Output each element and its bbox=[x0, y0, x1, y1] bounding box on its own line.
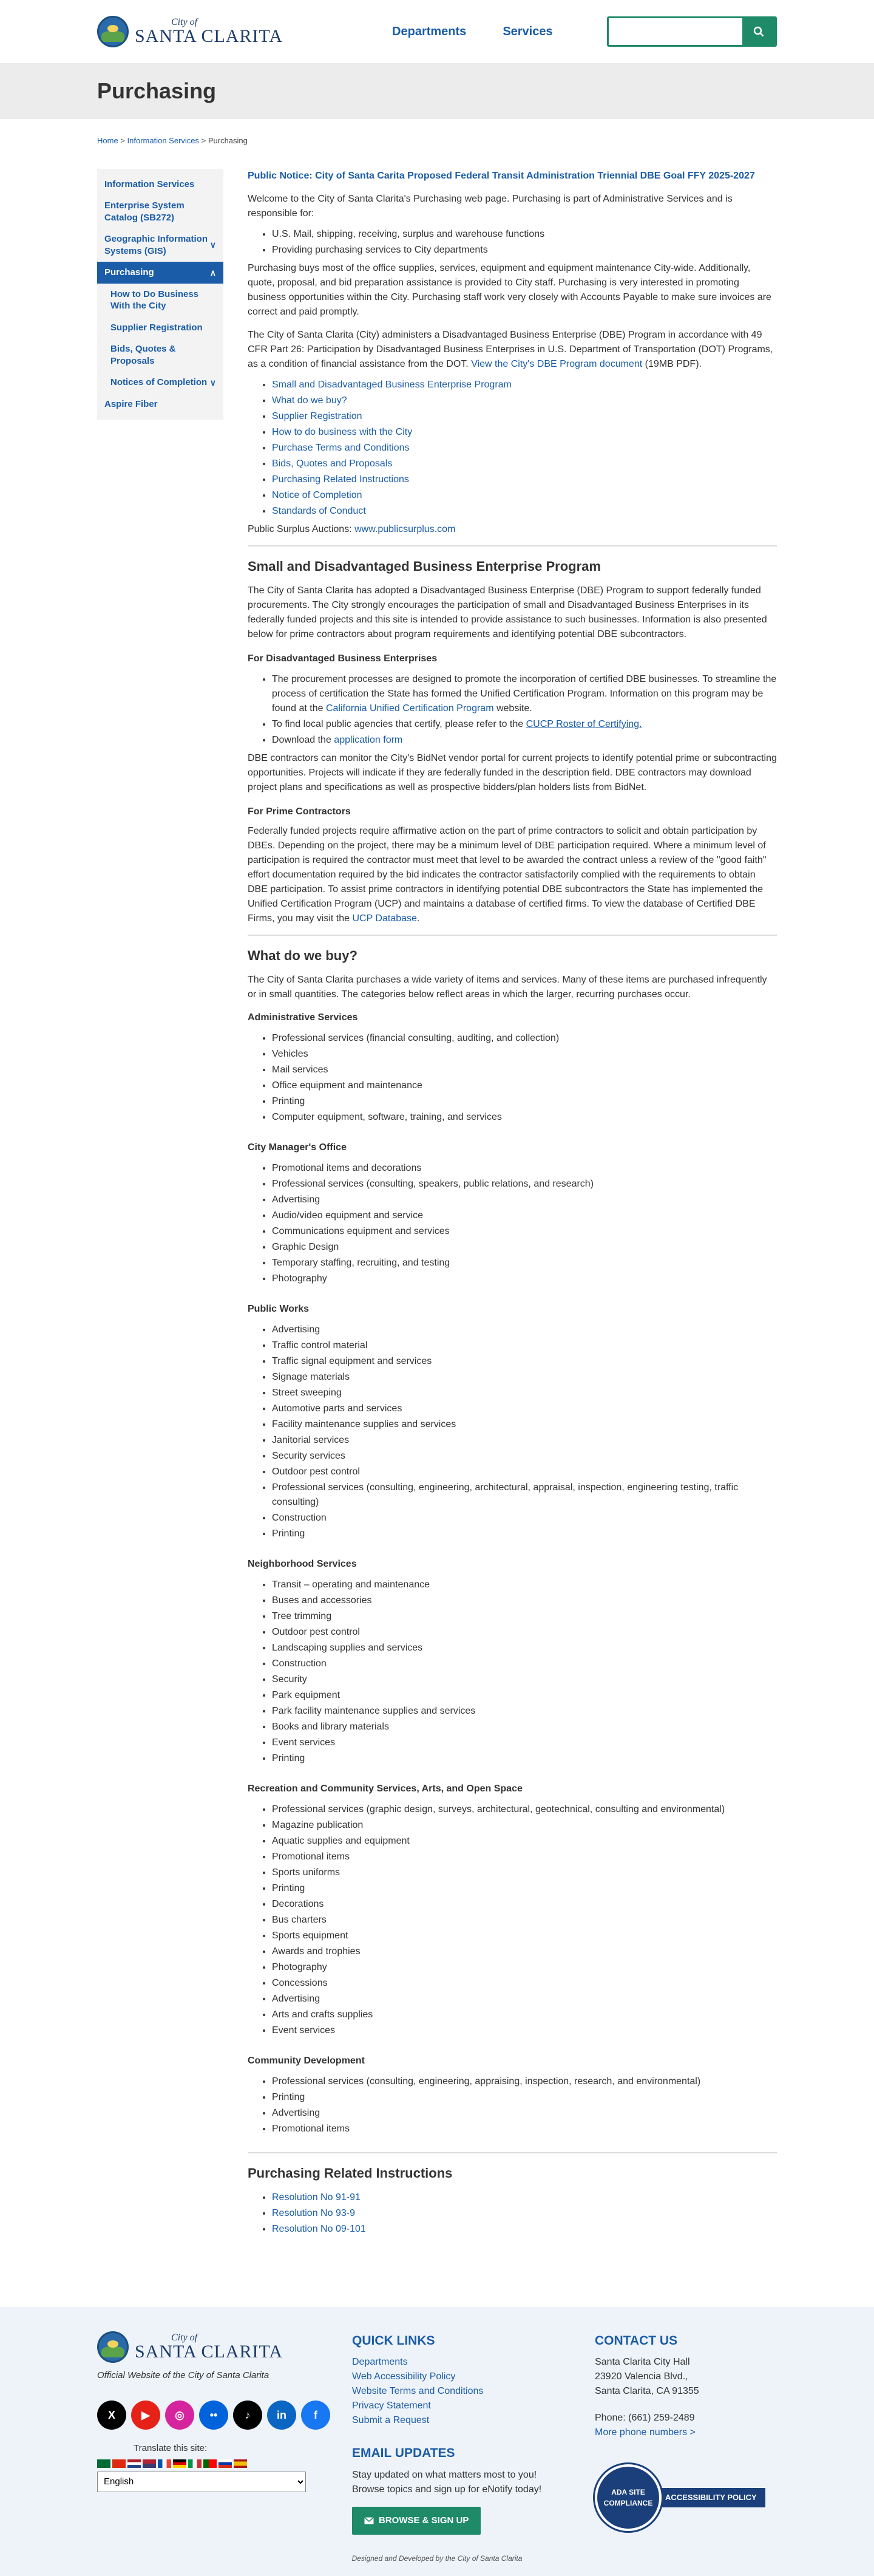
sidebar-item-bids[interactable] bbox=[97, 338, 223, 372]
list-item: • Event services bbox=[272, 2023, 777, 2038]
list-item: • Office equipment and maintenance bbox=[272, 1078, 777, 1093]
sidebar-item-gis[interactable] bbox=[97, 228, 223, 262]
list-item: • Graphic Design bbox=[272, 1240, 777, 1255]
footer-link-submit-request[interactable]: Submit a Request bbox=[352, 2413, 595, 2428]
list-item: • Vehicles bbox=[272, 1047, 777, 1061]
sidebar-item-label: Supplier Registration bbox=[110, 322, 203, 334]
buy-category-list bbox=[272, 1323, 777, 1541]
list-item: • Printing bbox=[272, 1094, 777, 1109]
social-links bbox=[97, 2401, 352, 2430]
city-logo[interactable] bbox=[97, 16, 283, 47]
city-seal-icon bbox=[97, 16, 129, 47]
list-item: • Promotional items and decorations bbox=[272, 1161, 777, 1176]
list-item: • Signage materials bbox=[272, 1370, 777, 1385]
list-item: • Aquatic supplies and equipment bbox=[272, 1834, 777, 1849]
list-item: • Professional services (consulting, speakers, public relations, and research) bbox=[272, 1177, 777, 1191]
footer-credit: Designed and Developed by the City of Santa Clarita bbox=[97, 2553, 777, 2564]
x-icon[interactable]: X bbox=[97, 2401, 126, 2430]
spanish-flag-icon[interactable] bbox=[234, 2459, 247, 2468]
link-do-business[interactable]: How to do business with the City bbox=[272, 427, 412, 437]
dbe-intro-text: The City of Santa Clarita (City) administers a Disadvantaged Business Enterprise (DBE) Program in accordance with 49 CFR Part 26: Participation by Disadvantaged Business Enterprises in U.S. Department of Transportation (DOT) Programs, as a condition of financial assistance from the DOT. bbox=[248, 330, 773, 369]
list-item: • Promotional items bbox=[272, 1850, 777, 1864]
list-item: • Security services bbox=[272, 1449, 777, 1463]
email-updates-text: Stay updated on what matters most to you! Browse topics and sign up for eNotify today! bbox=[352, 2468, 546, 2497]
breadcrumb-home[interactable]: Home bbox=[97, 136, 118, 145]
buy-category-title: Neighborhood Services bbox=[248, 1557, 777, 1572]
sidebar-item-purchasing[interactable] bbox=[97, 262, 223, 284]
buy-category-title: City Manager's Office bbox=[248, 1140, 777, 1155]
related-heading: Purchasing Related Instructions bbox=[248, 2163, 777, 2183]
dbe-bullet-suffix: website. bbox=[494, 703, 532, 714]
main-nav bbox=[392, 22, 553, 41]
chinese-flag-icon[interactable] bbox=[112, 2459, 126, 2468]
german-flag-icon[interactable] bbox=[173, 2459, 186, 2468]
list-item: • Photography bbox=[272, 1960, 777, 1975]
list-item: • Advertising bbox=[272, 1193, 777, 1207]
list-item: • Facility maintenance supplies and services bbox=[272, 1417, 777, 1432]
resolution-link[interactable]: Resolution No 93-9 bbox=[272, 2208, 355, 2218]
buy-category bbox=[248, 1557, 777, 1766]
address-line: Santa Clarita City Hall bbox=[595, 2355, 777, 2370]
buy-category bbox=[248, 1140, 777, 1286]
page-links-list bbox=[272, 378, 777, 519]
chevron-up-icon[interactable]: ∧ bbox=[210, 267, 216, 278]
link-standards-conduct[interactable]: Standards of Conduct bbox=[272, 506, 366, 516]
buy-category bbox=[248, 1010, 777, 1125]
footer-contact-column bbox=[595, 2331, 777, 2535]
dbe-intro-paragraph bbox=[248, 328, 777, 372]
buy-category-title: Community Development bbox=[248, 2054, 777, 2068]
sidebar-item-label: Geographic Information Systems (GIS) bbox=[104, 233, 210, 257]
list-item: • Landscaping supplies and services bbox=[272, 1641, 777, 1655]
dbe-subheading: For Disadvantaged Business Enterprises bbox=[248, 652, 777, 666]
list-item bbox=[272, 488, 777, 503]
list-item: • Communications equipment and services bbox=[272, 1224, 777, 1239]
list-item: • Transit – operating and maintenance bbox=[272, 1578, 777, 1592]
resolution-link[interactable]: Resolution No 91-91 bbox=[272, 2192, 361, 2203]
english-flag-icon[interactable] bbox=[143, 2459, 156, 2468]
logo-city-of: City of bbox=[135, 2333, 283, 2343]
nav-departments[interactable]: Departments bbox=[392, 22, 466, 41]
address-line: 23920 Valencia Blvd., bbox=[595, 2370, 777, 2384]
facebook-icon[interactable]: f bbox=[301, 2401, 330, 2430]
buy-category bbox=[248, 1782, 777, 2038]
french-flag-icon[interactable] bbox=[158, 2459, 171, 2468]
link-supplier-registration[interactable]: Supplier Registration bbox=[272, 411, 362, 421]
logo-text bbox=[135, 18, 283, 46]
search-input[interactable] bbox=[609, 18, 742, 45]
resolution-link[interactable]: Resolution No 09-101 bbox=[272, 2224, 366, 2234]
italian-flag-icon[interactable] bbox=[188, 2459, 202, 2468]
instagram-icon[interactable]: ◎ bbox=[165, 2401, 194, 2430]
portuguese-flag-icon[interactable] bbox=[203, 2459, 217, 2468]
purchasing-paragraph: Purchasing buys most of the office supplies, services, equipment and equipment maintenance City-wide. Additionally, quote, proposal, and bid preparation assistance is provided to City staff. Purchasing is very interested in promoting business opportunities within the City. Purchasing staff work very closely with Accounts Payable to make sure invoices are correct and paid promptly. bbox=[248, 261, 777, 319]
list-item: • Temporary staffing, recruiting, and testing bbox=[272, 1256, 777, 1270]
link-what-we-buy[interactable]: What do we buy? bbox=[272, 395, 347, 406]
chevron-down-icon[interactable]: ∨ bbox=[210, 377, 216, 388]
breadcrumb bbox=[97, 119, 777, 157]
sidebar-item-information-services[interactable] bbox=[97, 174, 223, 196]
list-item bbox=[272, 425, 777, 440]
divider bbox=[248, 545, 777, 547]
footer-tagline: Official Website of the City of Santa Clarita bbox=[97, 2369, 352, 2383]
list-item: • Promotional items bbox=[272, 2122, 777, 2136]
translate-label: Translate this site: bbox=[97, 2442, 352, 2456]
dbe-bullet-text: To find local public agencies that certify, please refer to the bbox=[272, 719, 526, 729]
public-surplus-link[interactable]: www.publicsurplus.com bbox=[354, 524, 455, 534]
list-item: • Janitorial services bbox=[272, 1433, 777, 1448]
buy-category-list bbox=[272, 1802, 777, 2038]
sidebar-item-label: Information Services bbox=[104, 179, 194, 191]
list-item: • Photography bbox=[272, 1272, 777, 1286]
accessibility-policy-label: ACCESSIBILITY POLICY bbox=[653, 2488, 765, 2507]
buy-category-title: Public Works bbox=[248, 1302, 777, 1317]
russian-flag-icon[interactable] bbox=[218, 2459, 232, 2468]
sidebar-item-label: Enterprise System Catalog (SB272) bbox=[104, 200, 216, 223]
list-item: • Providing purchasing services to City departments bbox=[272, 243, 777, 257]
list-item: • Park equipment bbox=[272, 1688, 777, 1703]
buy-category-list bbox=[272, 1161, 777, 1286]
sidebar-item-label: How to Do Business With the City bbox=[110, 288, 216, 312]
buy-category bbox=[248, 1302, 777, 1541]
prime-suffix: . bbox=[417, 913, 419, 924]
list-item: • Advertising bbox=[272, 1992, 777, 2006]
list-item: • Arts and crafts supplies bbox=[272, 2008, 777, 2022]
logo-city-of: City of bbox=[135, 18, 283, 27]
footer-link-departments[interactable]: Departments bbox=[352, 2355, 595, 2370]
arabic-flag-icon[interactable] bbox=[97, 2459, 110, 2468]
sidebar-item-label: Purchasing bbox=[104, 267, 154, 279]
dbe-bullet-text: The procurement processes are designed to promote the incorporation of certified DBE businesses. To streamline the process of certification the State has formed the Unified Certification Program. Information on this program may be found at the bbox=[272, 674, 776, 714]
link-bids[interactable]: Bids, Quotes and Proposals bbox=[272, 458, 392, 469]
site-footer bbox=[0, 2307, 874, 2576]
list-item: • Sports equipment bbox=[272, 1929, 777, 1943]
search-icon bbox=[753, 26, 764, 37]
dbe-paragraph: The City of Santa Clarita has adopted a Disadvantaged Business Enterprise (DBE) Program to support federally funded procurements. The City strongly encourages the participation of small and Disadvantaged Business Enterprises in its federally funded projects and this site is intended to provide assistance to such businesses. Information is also presented below for prime contractors about program requirements and identifying potential DBE subcontractors. bbox=[248, 584, 777, 642]
list-item: • Professional services (consulting, engineering, architectural, appraisal, inspection, engineering testing, traffic consulting) bbox=[272, 1481, 777, 1510]
footer-link-accessibility[interactable]: Web Accessibility Policy bbox=[352, 2370, 595, 2384]
breadcrumb-separator: > bbox=[118, 136, 127, 145]
list-item: • Printing bbox=[272, 1751, 777, 1766]
list-item: • U.S. Mail, shipping, receiving, surplus and warehouse functions bbox=[272, 227, 777, 242]
list-item: • Bus charters bbox=[272, 1913, 777, 1927]
sidebar-item-do-business[interactable] bbox=[97, 284, 223, 317]
list-item: • Magazine publication bbox=[272, 1818, 777, 1833]
application-form-link[interactable]: application form bbox=[334, 735, 402, 745]
responsibilities-list bbox=[272, 227, 777, 257]
footer-link-privacy[interactable]: Privacy Statement bbox=[352, 2399, 595, 2413]
city-seal-icon bbox=[97, 2331, 129, 2363]
breadcrumb-separator: > bbox=[199, 136, 208, 145]
list-item: • Awards and trophies bbox=[272, 1944, 777, 1959]
list-item: • Professional services (financial consulting, auditing, and collection) bbox=[272, 1031, 777, 1046]
footer-link-terms[interactable]: Website Terms and Conditions bbox=[352, 2384, 595, 2399]
list-item: • Security bbox=[272, 1672, 777, 1687]
language-select[interactable] bbox=[97, 2472, 306, 2492]
list-item bbox=[272, 733, 777, 748]
buy-category-list bbox=[272, 1031, 777, 1125]
list-item bbox=[272, 504, 777, 519]
list-item: • Printing bbox=[272, 2090, 777, 2105]
list-item bbox=[272, 394, 777, 408]
related-list bbox=[272, 2190, 777, 2237]
dbe-bullet-text: Download the bbox=[272, 735, 334, 745]
footer-links-column bbox=[352, 2331, 595, 2535]
logo-text bbox=[135, 2333, 283, 2361]
list-item: • Printing bbox=[272, 1527, 777, 1541]
list-item: • Professional services (graphic design, surveys, architectural, geotechnical, consulting and environmental) bbox=[272, 1802, 777, 1817]
list-item: • Event services bbox=[272, 1736, 777, 1750]
list-item bbox=[272, 2190, 777, 2205]
list-item: • Automotive parts and services bbox=[272, 1402, 777, 1416]
contact-address bbox=[595, 2355, 777, 2399]
buy-intro: The City of Santa Clarita purchases a wide variety of items and services. Many of these items are purchased infrequently or in small quantities. The categories below reflect areas in which the larger, recurring purchases occur. bbox=[248, 973, 777, 1002]
list-item bbox=[272, 472, 777, 487]
list-item: • Park facility maintenance supplies and services bbox=[272, 1704, 777, 1719]
flickr-icon[interactable]: •• bbox=[199, 2401, 228, 2430]
auction-label: Public Surplus Auctions: bbox=[248, 524, 354, 534]
nav-services[interactable]: Services bbox=[503, 22, 552, 41]
dbe-heading: Small and Disadvantaged Business Enterprise Program bbox=[248, 556, 777, 576]
ucp-database-link[interactable]: UCP Database bbox=[352, 913, 416, 924]
language-flags bbox=[97, 2459, 352, 2468]
main-content bbox=[248, 169, 777, 2240]
dbe-list bbox=[272, 672, 777, 748]
sidebar-item-label: Notices of Completion bbox=[110, 377, 207, 389]
list-item: • Traffic control material bbox=[272, 1338, 777, 1353]
search-button[interactable] bbox=[742, 18, 775, 45]
page-title: Purchasing bbox=[97, 75, 216, 107]
youtube-icon[interactable]: ▶ bbox=[131, 2401, 160, 2430]
search-box bbox=[607, 16, 777, 47]
divider bbox=[248, 935, 777, 936]
sidebar-item-label: Aspire Fiber bbox=[104, 398, 158, 411]
more-phones-link[interactable]: More phone numbers > bbox=[595, 2427, 696, 2438]
breadcrumb-current: Purchasing bbox=[208, 136, 248, 145]
list-item: • Printing bbox=[272, 1881, 777, 1896]
intro-paragraph: Welcome to the City of Santa Clarita's Purchasing web page. Purchasing is part of Administrative Services and is responsible for: bbox=[248, 192, 777, 221]
buy-category-title: Administrative Services bbox=[248, 1010, 777, 1025]
public-notice-link[interactable]: Public Notice: City of Santa Carita Proposed Federal Transit Administration Triennial DBE Goal FFY 2025-2027 bbox=[248, 169, 777, 183]
prime-paragraph bbox=[248, 824, 777, 926]
sidebar-item-enterprise-catalog[interactable] bbox=[97, 195, 223, 228]
dutch-flag-icon[interactable] bbox=[127, 2459, 141, 2468]
link-related-instructions[interactable]: Purchasing Related Instructions bbox=[272, 474, 409, 485]
prime-subheading: For Prime Contractors bbox=[248, 805, 777, 819]
sidebar-item-supplier-registration[interactable] bbox=[97, 317, 223, 339]
sidebar-nav bbox=[97, 169, 223, 420]
list-item: • Construction bbox=[272, 1511, 777, 1525]
list-item bbox=[272, 409, 777, 424]
sidebar-item-notices[interactable] bbox=[97, 372, 223, 394]
dbe-intro-suffix: (19MB PDF). bbox=[642, 359, 702, 369]
buy-category bbox=[248, 2054, 777, 2136]
browse-signup-button[interactable] bbox=[352, 2507, 481, 2535]
ada-seal-icon: ADA SITE COMPLIANCE bbox=[595, 2464, 662, 2531]
list-item: • Concessions bbox=[272, 1976, 777, 1991]
list-item bbox=[272, 2206, 777, 2221]
list-item: • Books and library materials bbox=[272, 1720, 777, 1734]
list-item: • Mail services bbox=[272, 1063, 777, 1077]
list-item: • Computer equipment, software, training, and services bbox=[272, 1110, 777, 1125]
buy-category-list bbox=[272, 2074, 777, 2136]
footer-brand bbox=[97, 2331, 352, 2535]
list-item: • Street sweeping bbox=[272, 1386, 777, 1400]
cucp-roster-link[interactable]: CUCP Roster of Certifying. bbox=[526, 719, 642, 729]
list-item bbox=[272, 717, 777, 732]
divider bbox=[248, 2152, 777, 2153]
email-updates-heading: EMAIL UPDATES bbox=[352, 2444, 595, 2463]
sidebar-item-label: Bids, Quotes & Proposals bbox=[110, 343, 216, 367]
browse-signup-label: BROWSE & SIGN UP bbox=[379, 2514, 469, 2528]
list-item: • Outdoor pest control bbox=[272, 1465, 777, 1479]
ada-compliance-badge[interactable] bbox=[595, 2464, 777, 2531]
list-item: • Construction bbox=[272, 1657, 777, 1671]
buy-category-list bbox=[272, 1578, 777, 1766]
list-item: • Tree trimming bbox=[272, 1609, 777, 1624]
buy-category-title: Recreation and Community Services, Arts, and Open Space bbox=[248, 1782, 777, 1796]
quick-links-heading: QUICK LINKS bbox=[352, 2331, 595, 2351]
link-dbe-program[interactable]: Small and Disadvantaged Business Enterprise Program bbox=[272, 380, 512, 390]
list-item: • Outdoor pest control bbox=[272, 1625, 777, 1640]
link-notice-completion[interactable]: Notice of Completion bbox=[272, 490, 362, 500]
link-purchase-terms[interactable]: Purchase Terms and Conditions bbox=[272, 443, 410, 453]
auction-line bbox=[248, 522, 777, 537]
envelope-icon bbox=[364, 2517, 374, 2524]
dbe-program-link[interactable]: View the City's DBE Program document bbox=[471, 359, 642, 369]
list-item: • Traffic signal equipment and services bbox=[272, 1354, 777, 1369]
list-item: • Decorations bbox=[272, 1897, 777, 1912]
buy-categories bbox=[248, 1010, 777, 2136]
chevron-down-icon[interactable]: ∨ bbox=[210, 239, 216, 250]
site-header bbox=[0, 0, 874, 63]
list-item bbox=[272, 672, 777, 716]
footer-logo[interactable] bbox=[97, 2331, 352, 2363]
logo-city-name: SANTA CLARITA bbox=[135, 27, 283, 46]
list-item: • Advertising bbox=[272, 2106, 777, 2121]
sidebar-item-aspire-fiber[interactable] bbox=[97, 394, 223, 415]
list-item: • Advertising bbox=[272, 1323, 777, 1337]
tiktok-icon[interactable]: ♪ bbox=[233, 2401, 262, 2430]
quick-links bbox=[352, 2355, 595, 2428]
contact-heading: CONTACT US bbox=[595, 2331, 777, 2351]
linkedin-icon[interactable]: in bbox=[267, 2401, 296, 2430]
address-line: Santa Clarita, CA 91355 bbox=[595, 2384, 777, 2399]
list-item bbox=[272, 378, 777, 392]
list-item: • Professional services (consulting, engineering, appraising, inspection, research, and environmental) bbox=[272, 2074, 777, 2089]
contact-phone: Phone: (661) 259-2489 bbox=[595, 2411, 777, 2425]
logo-city-name: SANTA CLARITA bbox=[135, 2343, 283, 2361]
prime-text: Federally funded projects require affirmative action on the part of prime contractors to solicit and obtain participation by DBEs. Depending on the project, there may be a minimum level of DBE participation required. Where a minimum level of participation is required the contractor must meet that level to be awarded the contract unless a review of the "good faith" effort documentation required by the bid indicates the contractor satisfactorily complied with the requirements to obtain DBE participation. To assist prime contractors in identifying potential DBE subcontractors the State has implemented the Unified Certification Program (UCP) and maintains a database of certified firms. To view the database of Certified DBE Firms, you may visit the bbox=[248, 826, 767, 924]
list-item bbox=[272, 441, 777, 455]
list-item: • Audio/video equipment and service bbox=[272, 1208, 777, 1223]
breadcrumb-section[interactable]: Information Services bbox=[127, 136, 200, 145]
list-item: • Sports uniforms bbox=[272, 1866, 777, 1880]
cucp-link[interactable]: California Unified Certification Program bbox=[326, 703, 494, 714]
list-item bbox=[272, 457, 777, 471]
list-item bbox=[272, 2222, 777, 2237]
bidnet-paragraph: DBE contractors can monitor the City's BidNet vendor portal for current projects to identify potential prime or subcontracting opportunities. Projects will indicate if they are federally funded in the description field. DBE contractors may download project plans and specifications as well as prospective bidders/plan holders lists from BidNet. bbox=[248, 751, 777, 795]
list-item: • Buses and accessories bbox=[272, 1593, 777, 1608]
title-band bbox=[0, 63, 874, 119]
buy-heading: What do we buy? bbox=[248, 946, 777, 966]
